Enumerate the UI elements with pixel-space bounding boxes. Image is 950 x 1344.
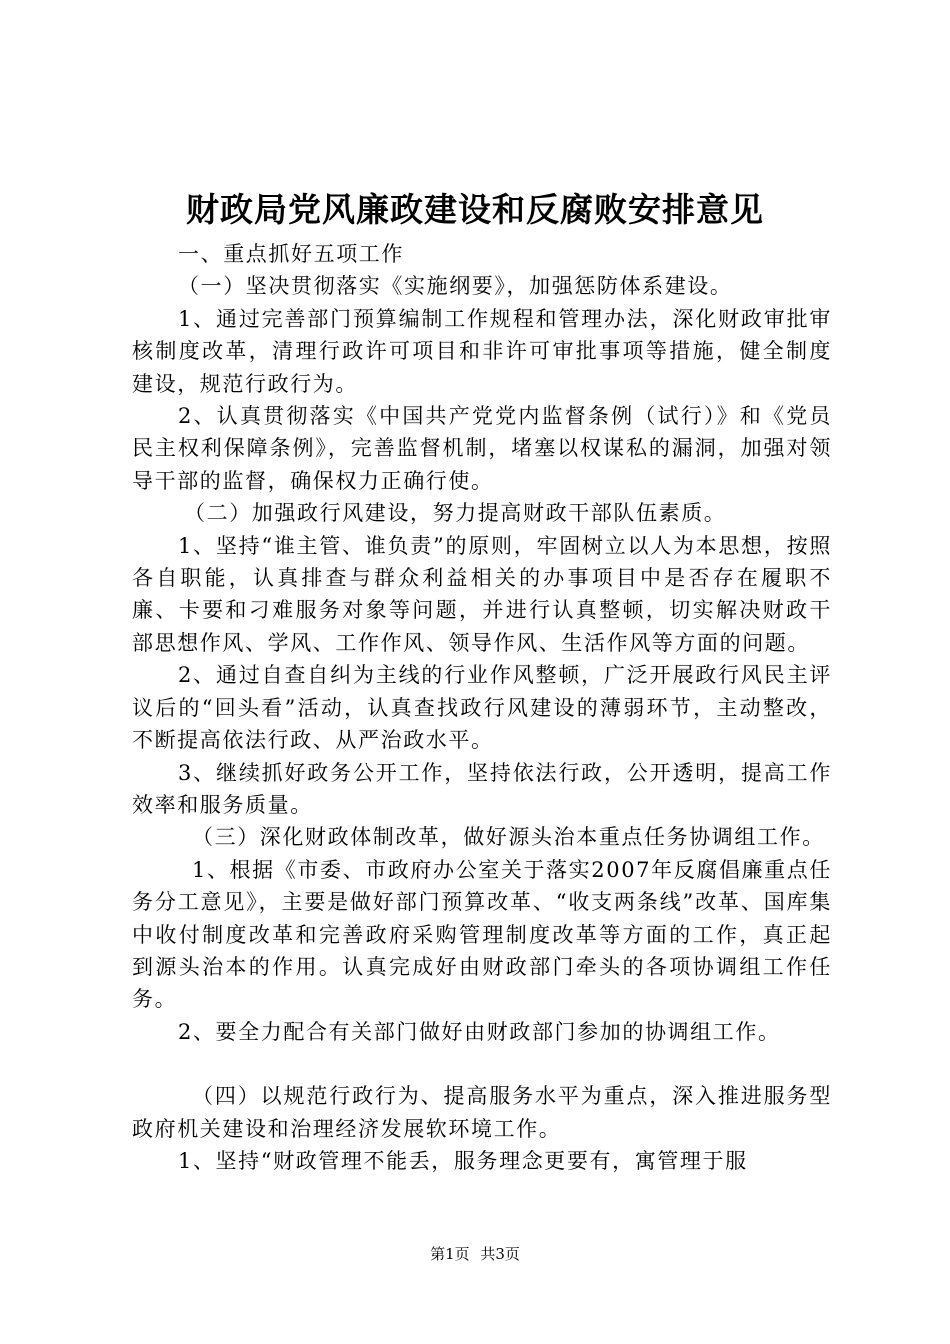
page-footer xyxy=(0,1244,950,1264)
page-total: 共3页 xyxy=(480,1245,520,1263)
document-title: 财政局党风廉政建设和反腐败安排意见 xyxy=(186,190,764,229)
subsection-heading: （三）深化财政体制改革，做好源头治本重点任务协调组工作。 xyxy=(192,825,825,850)
document-body xyxy=(132,238,832,1177)
paragraph: 1、坚持“谁主管、谁负责”的原则，牢固树立以人为本思想，按照各自职能，认真排查与群众利益相关的办事项目中是否存在履职不廉、卡要和刁难服务对象等问题，并进行认真整顿，切实解决财政干部思想作风、学风、工作作风、领导作风、生活作风等方面的问题。 xyxy=(132,533,832,655)
paragraph: 2、认真贯彻落实《中国共产党党内监督条例（试行）》和《党员民主权利保障条例》，完善监督机制，堵塞以权谋私的漏洞，加强对领导干部的监督，确保权力正确行使。 xyxy=(132,404,832,493)
subsection-heading: （二）加强政行风建设，努力提高财政干部队伍素质。 xyxy=(184,501,727,526)
subsection-heading: （四）以规范行政行为、提高服务水平为重点，深入推进服务型政府机关建设和治理经济发展软环境工作。 xyxy=(132,1084,832,1141)
subsection-heading: （一）坚决贯彻落实《实施纲要》，加强惩防体系建设。 xyxy=(178,274,733,299)
paragraph: 1、坚持“财政管理不能丢，服务理念更要有，寓管理于服 xyxy=(178,1148,748,1173)
paragraph: 2、通过自查自纠为主线的行业作风整顿，广泛开展政行风民主评议后的“回头看”活动，认真查找政行风建设的薄弱环节，主动整改，不断提高依法行政、从严治政水平。 xyxy=(132,663,832,753)
paragraph: 2、要全力配合有关部门做好由财政部门参加的协调组工作。 xyxy=(178,1019,781,1044)
page-number: 第1页 xyxy=(430,1245,470,1263)
paragraph: 1、根据《市委、市政府办公室关于落实2007年反腐倡廉重点任务分工意见》，主要是做好部门预算改革、“收支两条线”改革、国库集中收付制度改革和完善政府采购管理制度改革等方面的工作，真正起到源头治本的作用。认真完成好由财政部门牵头的各项协调组工作任务。 xyxy=(132,857,832,1012)
section-heading: 一、重点抓好五项工作 xyxy=(178,242,404,266)
paragraph: 1、通过完善部门预算编制工作规程和管理办法，深化财政审批审核制度改革，清理行政许可项目和非许可审批事项等措施，健全制度建设，规范行政行为。 xyxy=(132,306,832,396)
paragraph: 3、继续抓好政务公开工作，坚持依法行政，公开透明，提高工作效率和服务质量。 xyxy=(132,760,832,817)
